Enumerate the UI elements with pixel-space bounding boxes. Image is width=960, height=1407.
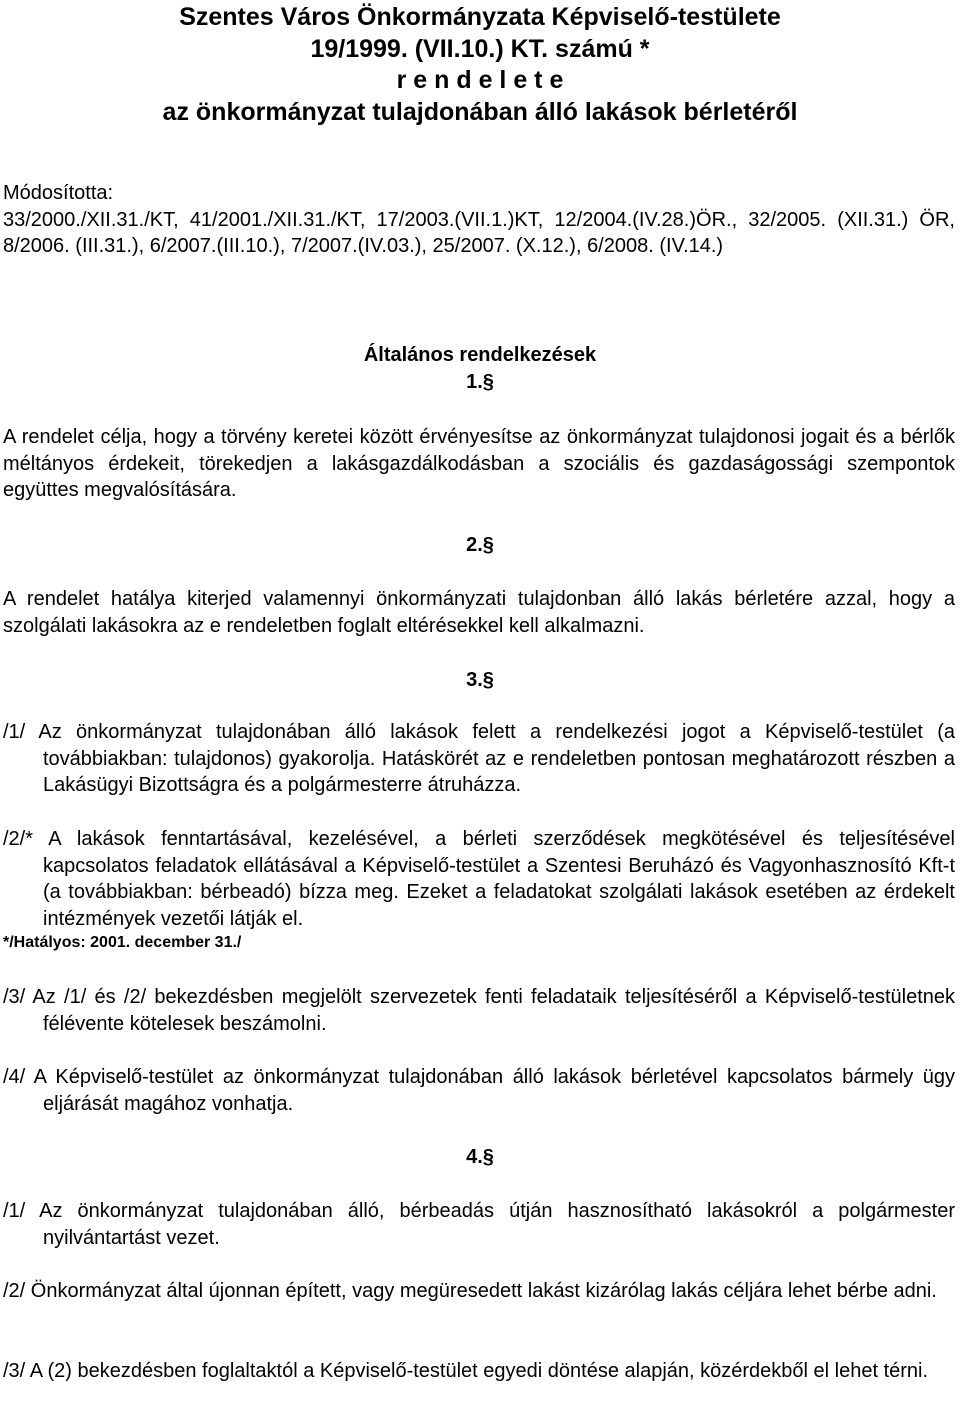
paragraph-4-clause-1: /1/ Az önkormányzat tulajdonában álló, bérbeadás útján hasznosítható lakásokról a polgármester nyilvántartást vezet. <box>3 1200 955 1249</box>
paragraph-3-clause-3: /3/ Az /1/ és /2/ bekezdésben megjelölt szervezetek fenti feladataik teljesítéséről a Képviselő-testületnek félévente kötelesek beszámolni. <box>3 986 955 1035</box>
paragraph-3-clause-4: /4/ A Képviselő-testület az önkormányzat tulajdonában álló lakások bérletével kapcsolatos bármely ügy eljárását magához vonhatja. <box>3 1066 955 1115</box>
document-title <box>0 2 960 128</box>
paragraph-4-clause-3: /3/ A (2) bekezdésben foglaltaktól a Képviselő-testület egyedi döntése alapján, közérdekből el lehet térni. <box>3 1360 929 1382</box>
paragraph-number-1: 1.§ <box>466 371 494 393</box>
title-line-subject: az önkormányzat tulajdonában álló lakások bérletéről <box>162 97 798 126</box>
title-line-council: Szentes Város Önkormányzata Képviselő-testülete <box>179 3 781 31</box>
title-line-type: r e n d e l e t e <box>396 66 564 94</box>
amendments-label: Módosította: <box>3 182 114 204</box>
paragraph-2-text: A rendelet hatálya kiterjed valamennyi önkormányzati tulajdonban álló lakás bérletére azzal, hogy a szolgálati lakásokra az e rendeletben foglalt eltérésekkel kell alkalmazni. <box>3 588 955 637</box>
paragraph-4-clause-2: /2/ Önkormányzat által újonnan épített, vagy megüresedett lakást kizárólag lakás céljára lehet bérbe adni. <box>3 1280 937 1302</box>
section-title: Általános rendelkezések <box>363 344 597 366</box>
paragraph-3-clause-2: /2/* A lakások fenntartásával, kezelésével, a bérleti szerződések megkötésével és teljesítésével kapcsolatos feladatok ellátásával a Képviselő-testület a Szentesi Beruházó és Vagyonhasznosító Kft-t (a továbbiakban: bérbeadó) bízza meg. Ezeket a feladatokat szolgálati lakások esetében az érdekelt intézmények vezetői látják el. <box>3 828 955 930</box>
paragraph-number-3: 3.§ <box>466 669 494 691</box>
paragraph-number-4: 4.§ <box>466 1146 494 1168</box>
effective-date-note: */Hatályos: 2001. december 31./ <box>3 934 242 951</box>
paragraph-1-text: A rendelet célja, hogy a törvény keretei között érvényesítse az önkormányzat tulajdonosi jogait és a bérlők méltányos érdekeit, törekedjen a lakásgazdálkodásban a szociális és gazdaságossági szempontok együttes megvalósítására. <box>3 426 955 501</box>
paragraph-number-2: 2.§ <box>466 534 494 556</box>
title-line-number: 19/1999. (VII.10.) KT. számú * <box>310 34 650 63</box>
paragraph-3-clause-1: /1/ Az önkormányzat tulajdonában álló lakások felett a rendelkezési jogot a Képviselő-testület (a továbbiakban: tulajdonos) gyakorolja. Hatáskörét az e rendeletben pontosan meghatározott részben a Lakásügyi Bizottságra és a polgármesterre átruházza. <box>3 721 955 796</box>
amendments-list: 33/2000./XII.31./KT, 41/2001./XII.31./KT, 17/2003.(VII.1.)KT, 12/2004.(IV.28.)ÖR., 32/2005. (XII.31.) ÖR, 8/2006. (III.31.), 6/2007.(III.10.), 7/2007.(IV.03.), 25/2007. (X.12.), 6/2008. (IV.14.) <box>3 208 955 257</box>
amendments-block <box>3 180 955 260</box>
